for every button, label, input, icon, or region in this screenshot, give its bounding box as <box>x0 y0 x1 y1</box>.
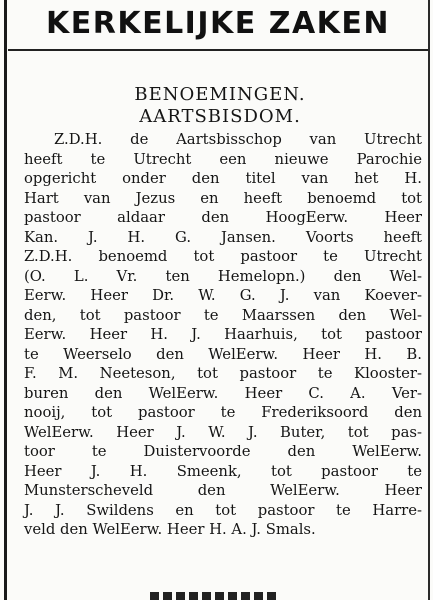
article-line: veld den WelEerw. Heer H. A. J. Smals. <box>24 521 316 538</box>
right-column-rule <box>428 0 430 600</box>
article-line: WelEerw. Heer J. W. J. Buter, tot pas- <box>24 423 422 441</box>
article-line: toor te Duistervoorde den WelEerw. <box>24 443 422 460</box>
headline: KERKELIJKE ZAKEN <box>45 6 391 41</box>
next-article-fragment <box>150 592 280 600</box>
article-line: heeft te Utrecht een nieuwe Parochie <box>24 150 422 168</box>
article-line: Munsterscheveld den WelEerw. Heer <box>24 482 422 499</box>
article-line: Z.D.H. de Aartsbisschop van Utrecht <box>54 131 422 148</box>
article-line: Eerw. Heer Dr. W. G. J. van Koever- <box>24 287 422 304</box>
article-line: (O. L. Vr. ten Hemelopn.) den Wel- <box>24 267 422 285</box>
section-heading: BENOEMINGEN. <box>134 84 306 105</box>
article-line: Heer J. H. Smeenk, tot pastoor te <box>24 462 422 480</box>
article-line: Hart van Jezus en heeft benoemd tot <box>24 189 422 207</box>
article-line: Eerw. Heer H. J. Haarhuis, tot pastoor <box>24 326 422 343</box>
article-line: nooij, tot pastoor te Frederiksoord den <box>24 404 422 421</box>
article-line: buren den WelEerw. Heer C. A. Ver- <box>24 384 422 402</box>
article-line: te Weerselo den WelEerw. Heer H. B. <box>24 345 422 363</box>
headline-divider <box>8 49 428 51</box>
article-line: opgericht onder den titel van het H. <box>24 170 422 187</box>
article-line: den, tot pastoor te Maarssen den Wel- <box>24 306 422 324</box>
article-body <box>24 130 422 540</box>
section-subheading: AARTSBISDOM. <box>139 106 301 127</box>
article-line: F. M. Neeteson, tot pastoor te Klooster- <box>24 365 422 382</box>
article-line: J. J. Swildens en tot pastoor te Harre- <box>24 501 422 519</box>
article-line: Z.D.H. benoemd tot pastoor te Utrecht <box>24 248 422 265</box>
article-line: Kan. J. H. G. Jansen. Voorts heeft <box>24 228 422 246</box>
left-column-rule <box>4 0 7 600</box>
article-line: pastoor aldaar den HoogEerw. Heer <box>24 209 422 226</box>
